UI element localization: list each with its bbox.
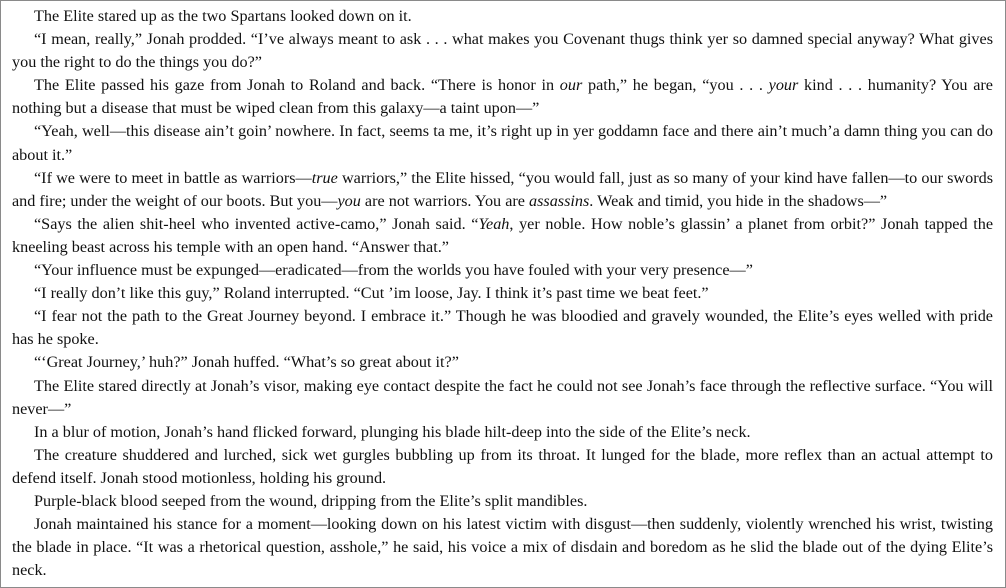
text-run: The Elite stared up as the two Spartans looked down on it. <box>34 7 412 25</box>
text-run: “If we were to meet in battle as warriors— <box>34 168 312 187</box>
text-run: Purple-black blood seeped from the wound, dripping from the Elite’s split mandibles. <box>34 491 588 510</box>
paragraph <box>12 305 993 351</box>
italic-text: assassins <box>529 191 590 210</box>
text-run: . Weak and timid, you hide in the shadows—” <box>589 191 888 210</box>
paragraph <box>12 5 993 28</box>
paragraph <box>12 490 993 513</box>
italic-text: your <box>768 76 799 95</box>
paragraph <box>12 513 993 582</box>
italic-text: Yeah <box>478 214 510 233</box>
paragraph <box>12 351 993 374</box>
paragraph <box>12 282 993 305</box>
paragraph <box>12 28 993 74</box>
text-run: The Elite passed his gaze from Jonah to Roland and back. “There is honor in <box>34 76 560 95</box>
text-run: “‘Great Journey,’ huh?” Jonah huffed. “What’s so great about it?” <box>34 353 459 372</box>
italic-text: you <box>337 191 361 210</box>
text-run: are not warriors. You are <box>360 191 530 210</box>
paragraph <box>12 259 993 282</box>
paragraph <box>12 375 993 421</box>
italic-text: our <box>559 76 583 95</box>
text-run: “Your influence must be expunged—eradicated—from the worlds you have fouled with your very presence—” <box>34 261 753 280</box>
text-run: “I really don’t like this guy,” Roland interrupted. “Cut ’im loose, Jay. I think it’s past time we beat feet.” <box>34 284 709 303</box>
paragraph <box>12 444 993 490</box>
text-run: kind . . . humanity? You are nothing but a disease that must be wiped clean from this galaxy—a taint upon—” <box>12 76 993 118</box>
text-run: path,” he began, “you . . . <box>582 76 769 95</box>
text-run: “I fear not the path to the Great Journey beyond. I embrace it.” Though he was bloodied and gravely wounded, the Elite’s eyes welled with pride has he spoke. <box>12 307 993 349</box>
text-run: “Yeah, well—this disease ain’t goin’ nowhere. In fact, seems ta me, it’s right up in yer goddamn face and there ain’t much’a damn thing you can do about it.” <box>12 122 993 164</box>
text-run: “Says the alien shit-heel who invented active-camo,” Jonah said. “ <box>34 214 479 233</box>
text-run: warriors,” the Elite hissed, “you would fall, just as so many of your kind have fallen—to our swords and fire; under the weight of our boots. But you— <box>12 168 994 210</box>
paragraph <box>12 120 993 166</box>
text-run: Jonah maintained his stance for a moment—looking down on his latest victim with disgust—then suddenly, violently wrenched his wrist, twisting the blade in place. “It was a rhetorical question, asshole,” he said, his voice a mix of disdain and boredom as he slid the blade out of the dying Elite’s neck. <box>12 515 993 580</box>
text-run: The Elite stared directly at Jonah’s visor, making eye contact despite the fact he could not see Jonah’s face through the reflective surface. “You will never—” <box>12 376 993 418</box>
paragraph <box>12 167 993 213</box>
italic-text: true <box>311 168 338 187</box>
text-run: In a blur of motion, Jonah’s hand flicked forward, plunging his blade hilt-deep into the side of the Elite’s neck. <box>34 422 751 441</box>
paragraph <box>12 421 993 444</box>
text-run: , yer noble. How noble’s glassin’ a planet from orbit?” Jonah tapped the kneeling beast across his temple with an open hand. “Answer that.” <box>12 214 994 256</box>
text-run: The creature shuddered and lurched, sick wet gurgles bubbling up from its throat. It lunged for the blade, more reflex than an actual attempt to defend itself. Jonah stood motionless, holding his ground. <box>12 445 993 487</box>
paragraph <box>12 213 993 259</box>
paragraph <box>12 74 993 120</box>
text-run: “I mean, really,” Jonah prodded. “I’ve always meant to ask . . . what makes you Covenant thugs think yer so damned special anyway? What gives you the right to do the things you do?” <box>12 30 993 72</box>
